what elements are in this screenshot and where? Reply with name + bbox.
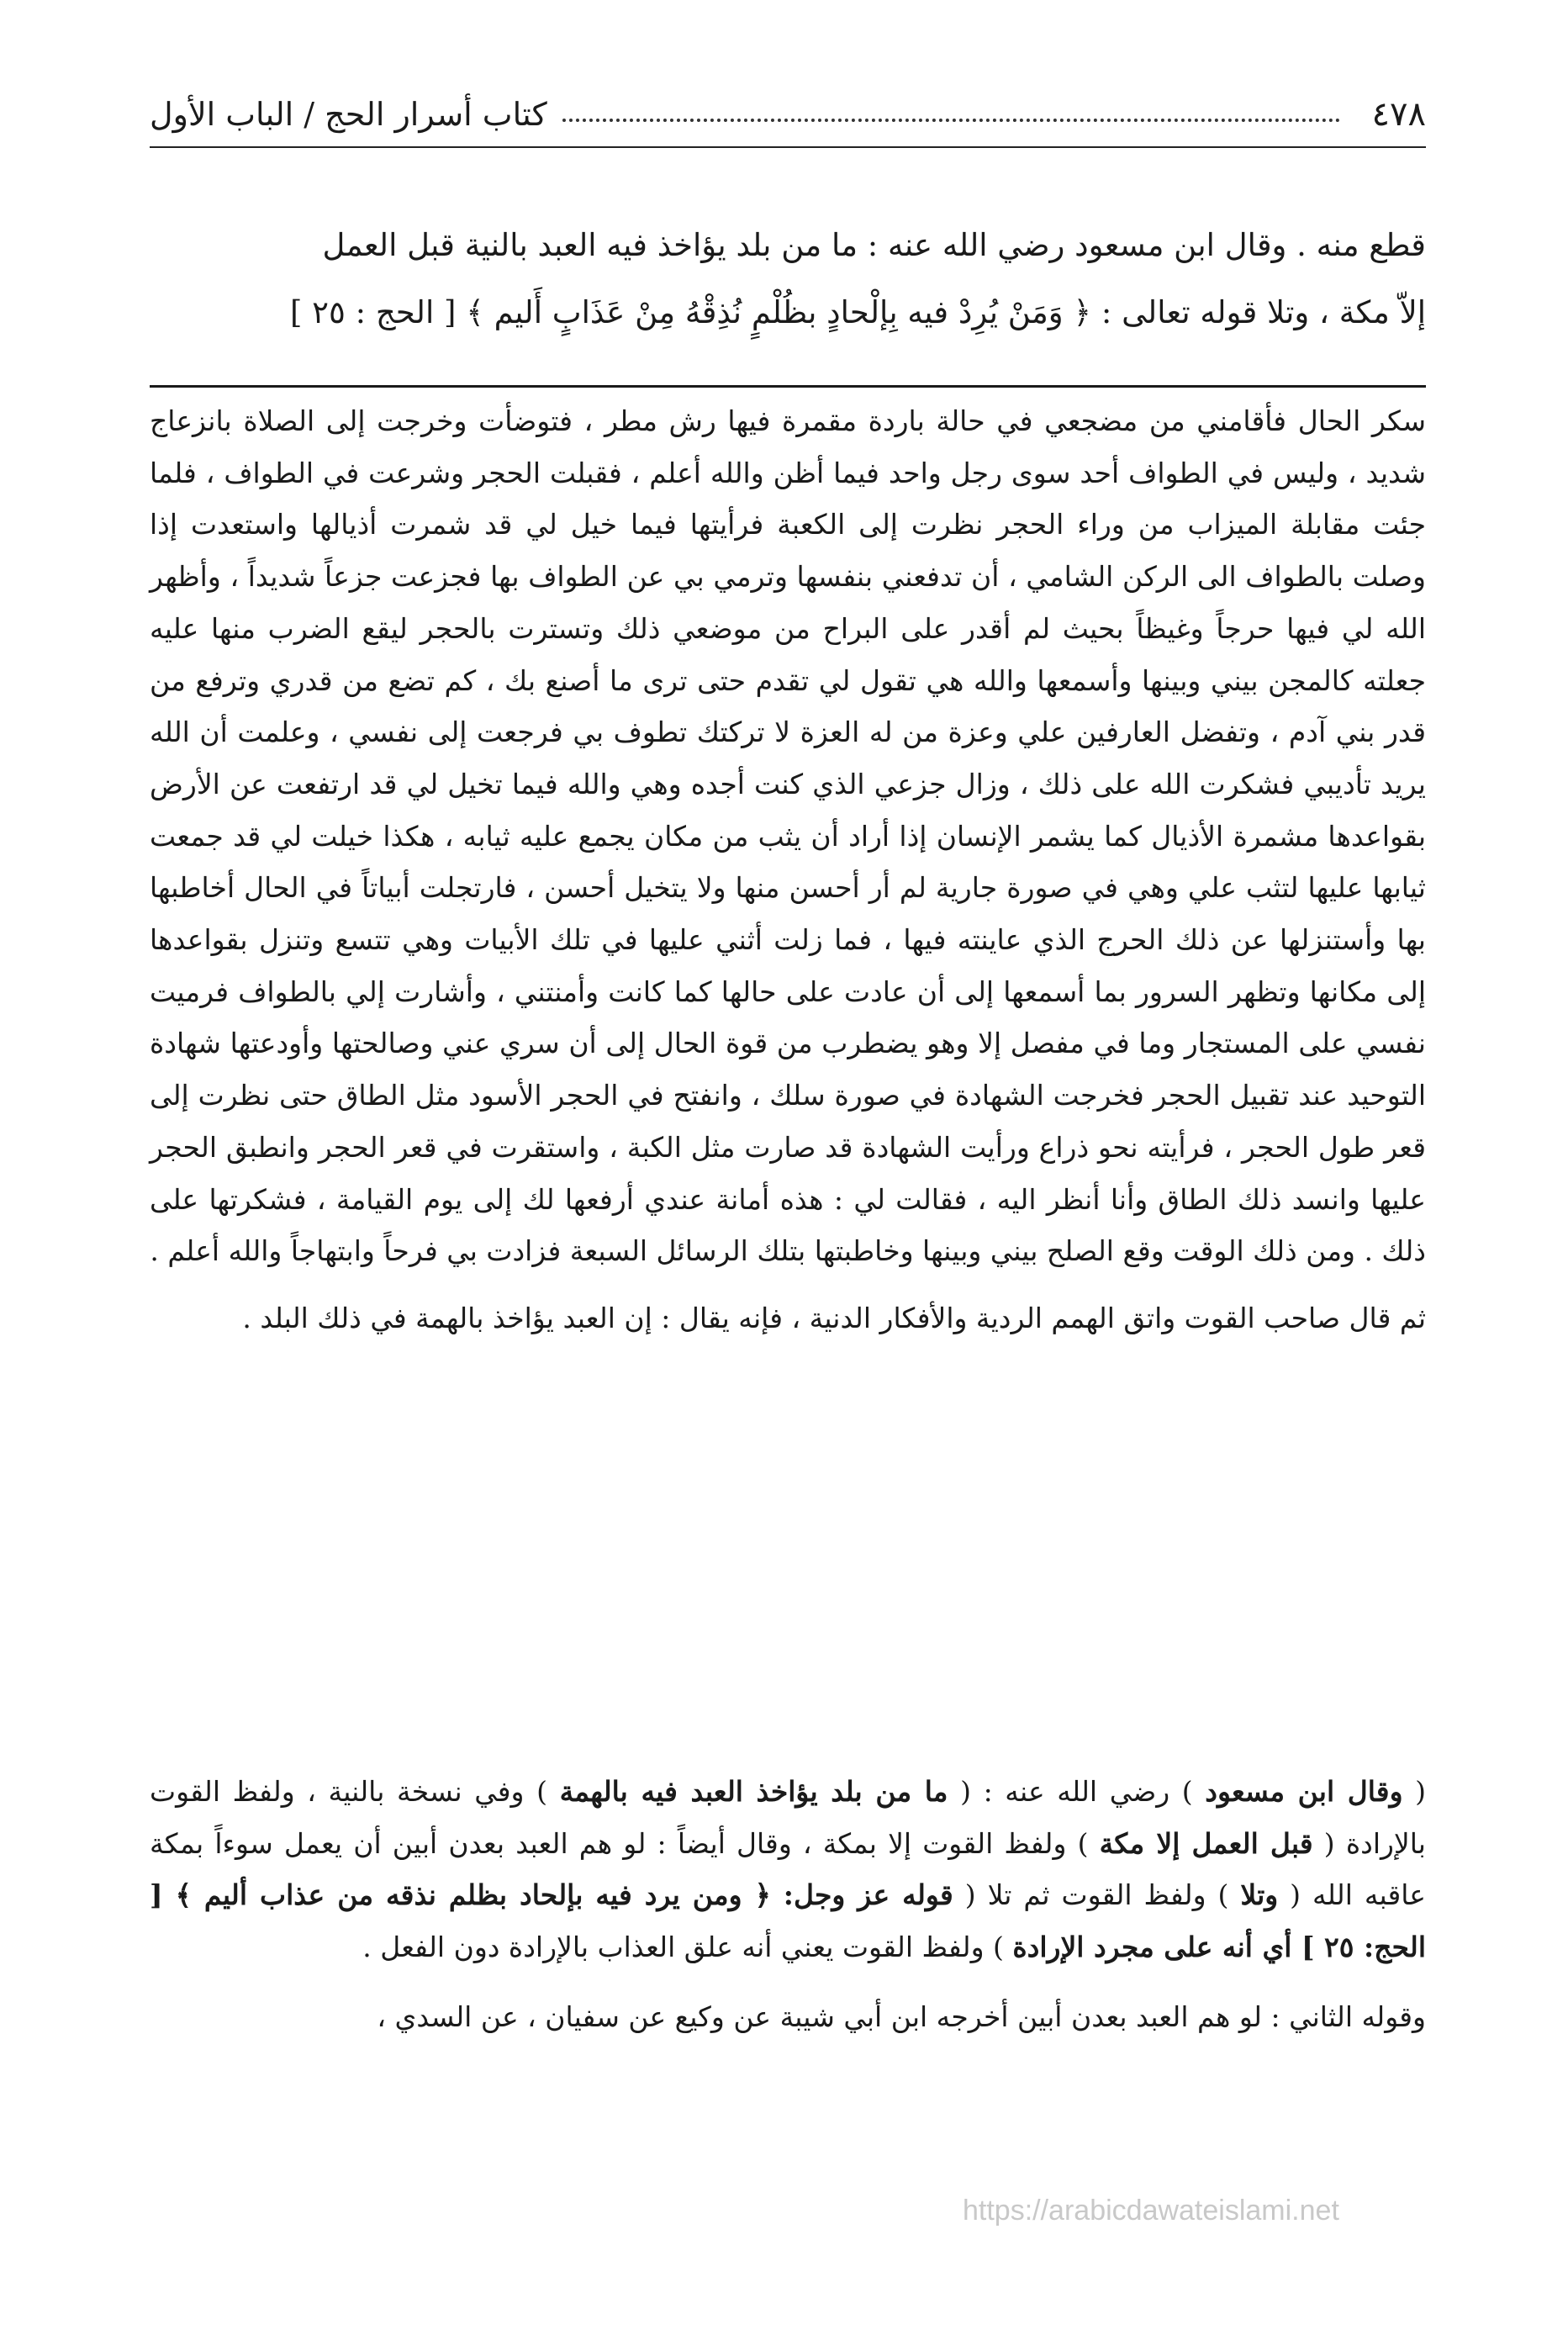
main-text-intro: إلاّ مكة ، وتلا قوله تعالى :: [1101, 294, 1426, 330]
watermark-url: https://arabicdawateislami.net: [963, 2195, 1339, 2227]
bold-quote: قوله عز وجل: ﴿ ومن يرد فيه بإلحاد بظلم نذقه من عذاب أليم ﴾ [ الحج: ٢٥ ] أي أنه على مجرد الإرادة: [150, 1878, 1426, 1963]
commentary-paragraph-4: وقوله الثاني : لو هم العبد بعدن أبين أخرجه ابن أبي شيبة عن وكيع عن سفيان ، عن السدي ،: [377, 2000, 1426, 2033]
header-rule: [150, 146, 1426, 148]
commentary-continued: [150, 1766, 1426, 2043]
commentary-paragraph-3: ( وقال ابن مسعود ) رضي الله عنه : ( ما من بلد يؤاخذ العبد فيه بالهمة ) وفي نسخة بالنية ، ولفظ القوت بالإرادة ( قبل العمل إلا مكة ) ولفظ القوت إلا بمكة ، وقال أيضاً : لو هم العبد بعدن أبين أن يعمل سوءاً بمكة عاقبه الله ( وتلا ) ولفظ القوت ثم تلا ( قوله عز وجل: ﴿ ومن يرد فيه بإلحاد بظلم نذقه من عذاب أليم ﴾ [ الحج: ٢٥ ] أي أنه على مجرد الإرادة ) ولفظ القوت يعني أنه علق العذاب بالإرادة دون الفعل .: [150, 1775, 1427, 1963]
commentary-paragraph-2: ثم قال صاحب القوت واتق الهمم الردية والأفكار الدنية ، فإنه يقال : إن العبد يؤاخذ بالهمة في ذلك البلد .: [242, 1301, 1426, 1334]
header-dot-leader: [562, 119, 1340, 122]
bold-quote: وقال ابن مسعود: [1205, 1775, 1403, 1808]
commentary: [150, 395, 1426, 1344]
main-text-line-1: قطع منه . وقال ابن مسعود رضي الله عنه : ما من بلد يؤاخذ فيه العبد بالنية قبل العمل: [322, 227, 1426, 263]
bold-quote: وتلا: [1240, 1878, 1279, 1911]
running-title: كتاب أسرار الحج / الباب الأول: [150, 96, 547, 133]
page-number: ٤٧٨: [1371, 95, 1426, 134]
quran-quote: ﴿ وَمَنْ يُرِدْ فيه بِإلْحادٍ بظُلْمٍ نُذِقْهُ مِنْ عَذَابٍ أَليم ﴾: [466, 294, 1092, 330]
quran-reference: [ الحج : ٢٥ ]: [289, 294, 457, 330]
commentary-paragraph-1: سكر الحال فأقامني من مضجعي في حالة باردة مقمرة فيها رش مطر ، فتوضأت وخرجت إلى الصلاة بانزعاج شديد ، وليس في الطواف أحد سوى رجل واحد فيما أظن والله أعلم ، فقبلت الحجر وشرعت في الطواف ، فلما جئت مقابلة الميزاب من وراء الحجر نظرت إلى الكعبة فرأيتها فيما خيل لي قد شمرت أذيالها واستعدت إذا وصلت بالطواف الى الركن الشامي ، أن تدفعني بنفسها وترمي بي عن الطواف بها فجزعت جزعاً شديداً ، وأظهر الله لي فيها حرجاً وغيظاً بحيث لم أقدر على البراح من موضعي ذلك وتسترت بالحجر ليقع الضرب منها عليه جعلته كالمجن بيني وبينها وأسمعها والله هي تقول لي تقدم حتى ترى ما أصنع بك ، كم تضع من قدري وترفع من قدر بني آدم ، وتفضل العارفين علي وعزة من له العزة لا تركتك تطوف بي فرجعت إلى نفسي ، وعلمت أن الله يريد تأديبي فشكرت الله على ذلك ، وزال جزعي الذي كنت أجده وهي والله فيما تخيل لي قد ارتفعت عن الأرض بقواعدها مشمرة الأذيال كما يشمر الإنسان إذا أراد أن يثب من مكان يجمع عليه ثيابه ، هكذا خيلت لي قد جمعت ثيابها عليها لتثب علي وهي في صورة جارية لم أر أحسن منها ولا يتخيل أحسن ، فارتجلت أبياتاً في الحال أخاطبها بها وأستنزلها عن ذلك الحرج الذي عاينته فيها ، فما زلت أثني عليها في تلك الأبيات وهي تتسع وتنزل بقواعدها إلى مكانها وتظهر السرور بما أسمعها إلى أن عادت على حالها كما كانت وأمنتني ، وأشارت إلي بالطواف فرميت نفسي على المستجار وما في مفصل إلا وهو يضطرب من قوة الحال إلى أن سري عني وصالحتها وأودعتها شهادة التوحيد عند تقبيل الحجر فخرجت الشهادة في صورة سلك ، وانفتح في الحجر الأسود مثل الطاق حتى نظرت إلى قعر طول الحجر ، فرأيته نحو ذراع ورأيت الشهادة قد صارت مثل الكبة ، واستقرت في قعر الحجر وانطبق الحجر عليها وانسد ذلك الطاق وأنا أنظر اليه ، فقالت لي : هذه أمانة عندي أرفعها لك إلى يوم القيامة ، فشكرتها على ذلك . ومن ذلك الوقت وقع الصلح بيني وبينها وخاطبتها بتلك الرسائل السبعة فزادت بي فرحاً وابتهاجاً والله أعلم .: [150, 404, 1426, 1268]
bold-quote: قبل العمل إلا مكة: [1099, 1826, 1313, 1860]
text-separator: [150, 385, 1426, 388]
running-header: [150, 89, 1426, 140]
main-text-line-2: [150, 279, 1426, 346]
main-text: [150, 212, 1426, 346]
bold-quote: ما من بلد يؤاخذ العبد فيه بالهمة: [559, 1775, 948, 1808]
